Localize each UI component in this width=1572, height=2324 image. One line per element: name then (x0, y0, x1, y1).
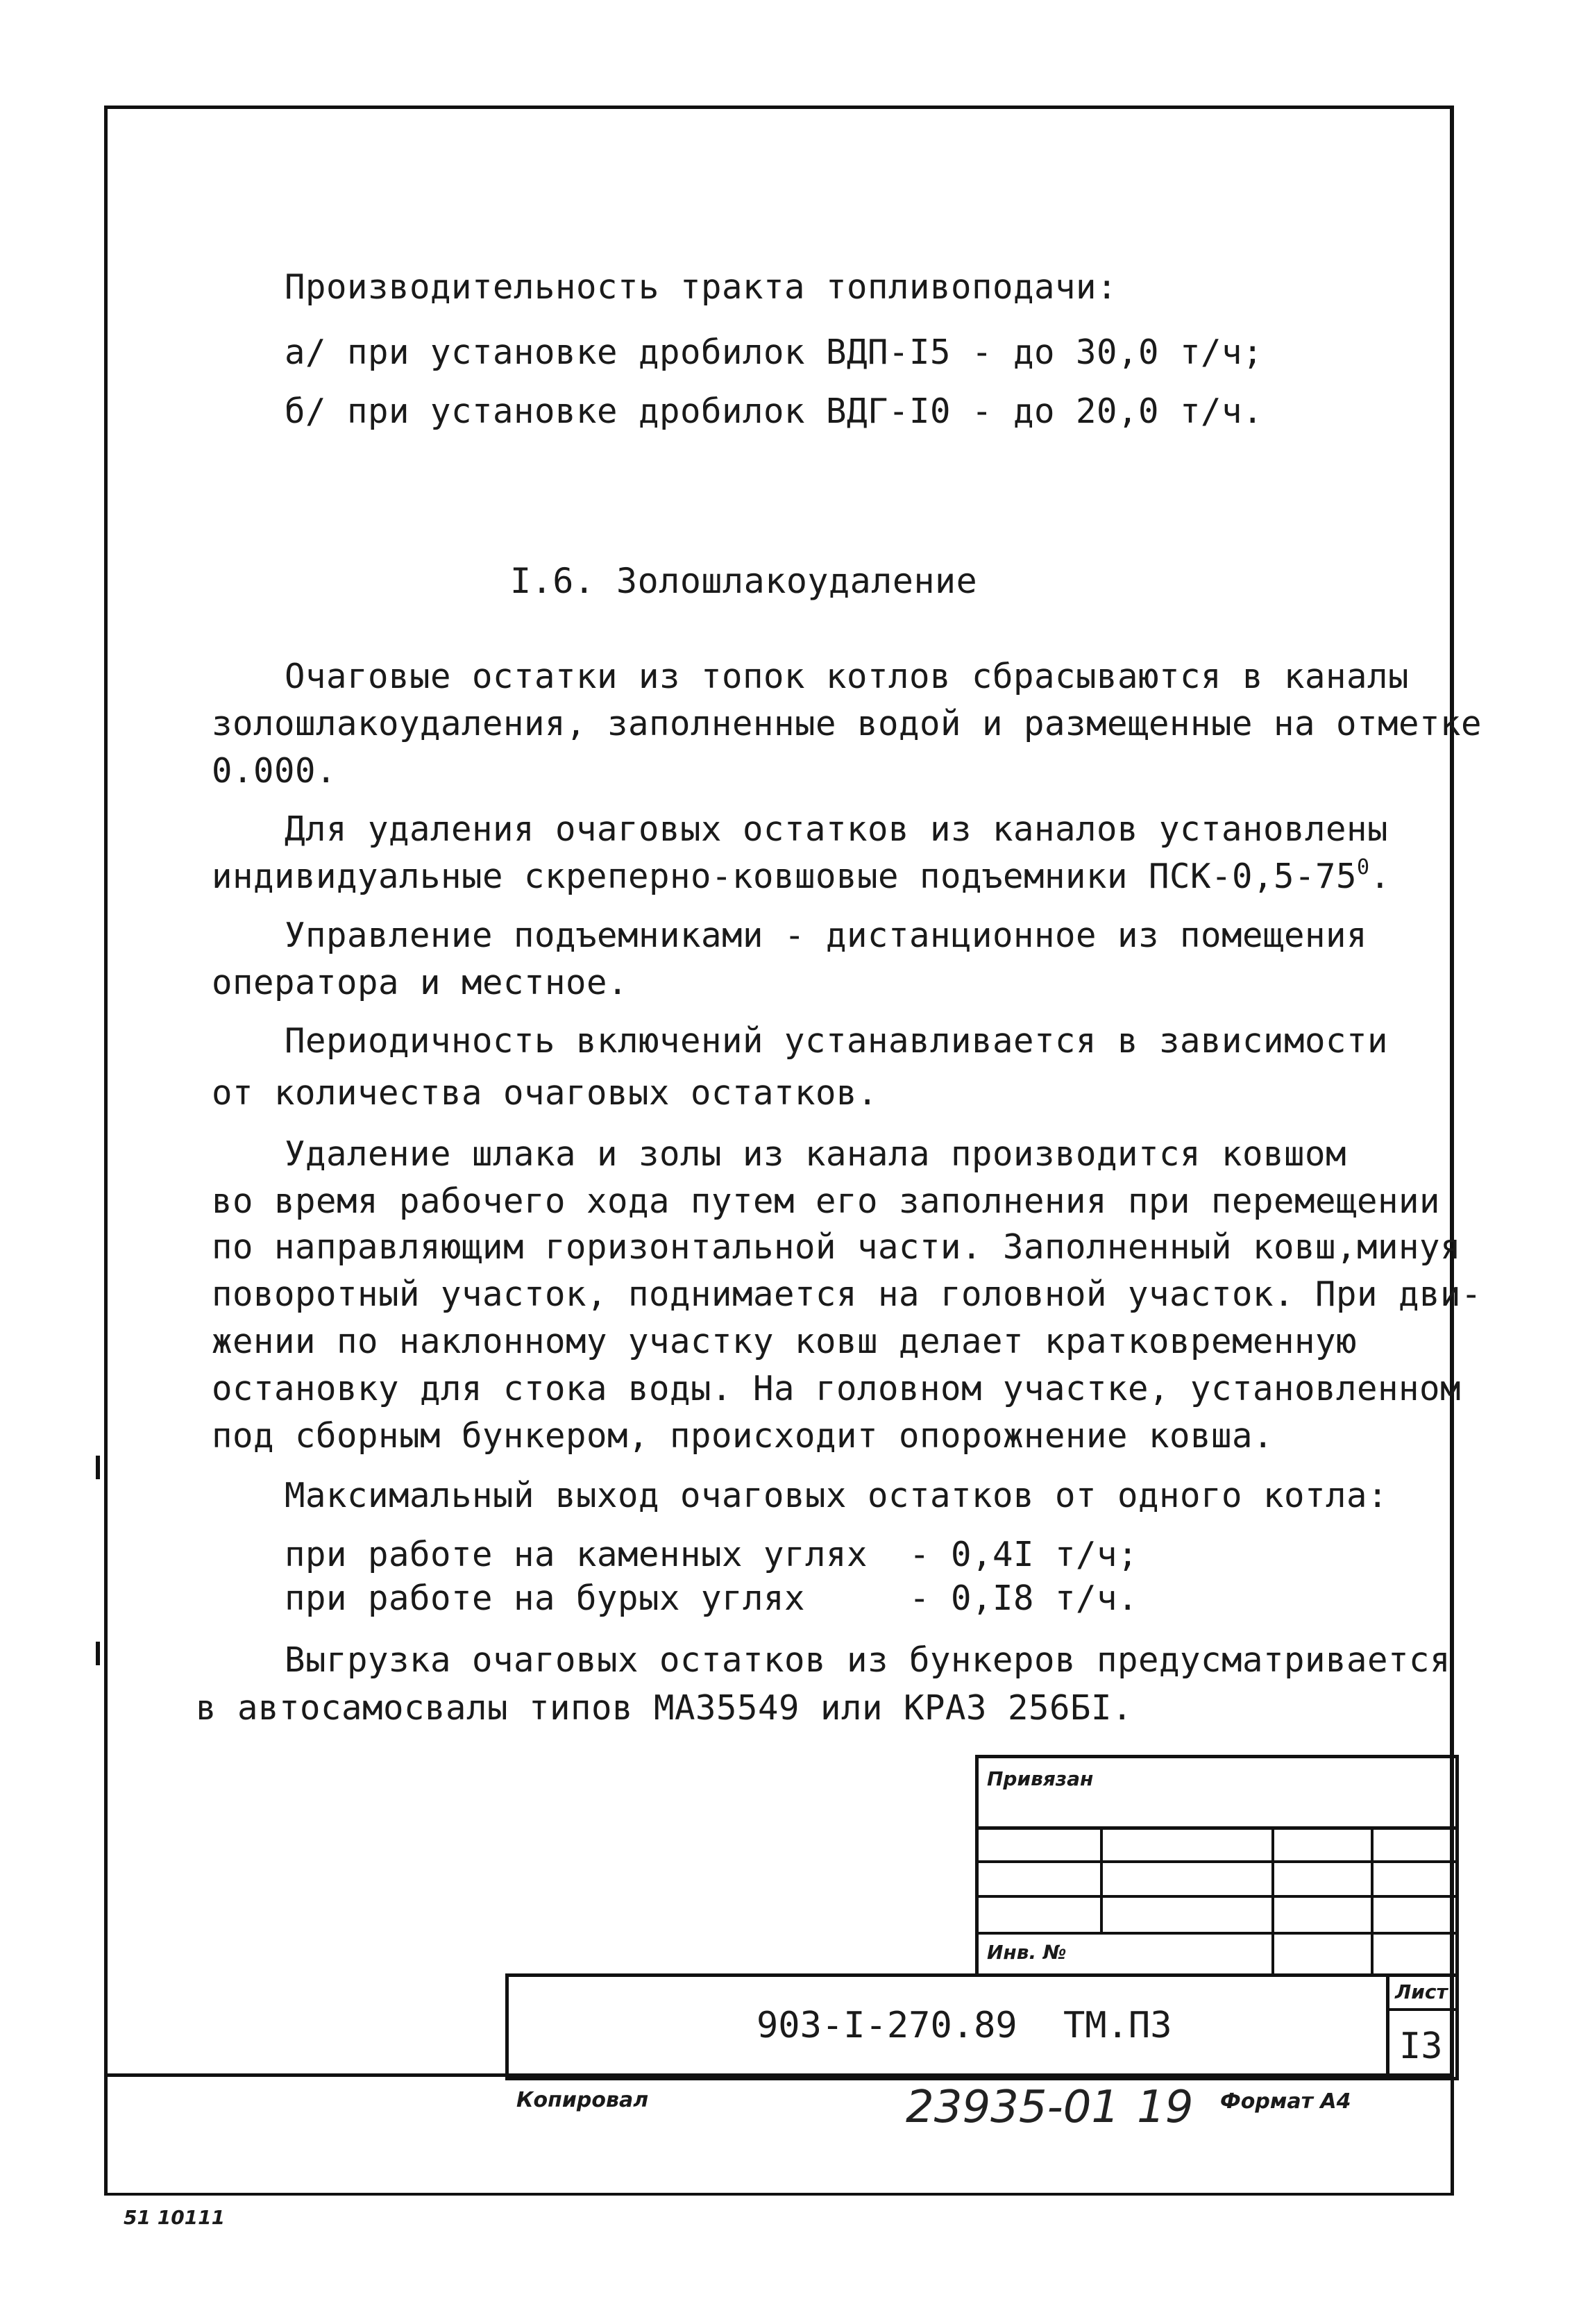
para-4-line-2: от количества очаговых остатков. (212, 1073, 879, 1113)
para-7-line-2: в автосамосвалы типов МА35549 или КРАЗ 256БI. (196, 1688, 1133, 1728)
para-2-line-1: Для удаления очаговых остатков из каналов установлены (285, 809, 1389, 849)
para-5-line-7: под сборным бункером, происходит опорожнение ковша. (212, 1416, 1274, 1456)
sheet-col-divider (1386, 1973, 1389, 2080)
binding-col-divider-1 (1100, 1826, 1103, 1932)
para-2-line-2-text: индивидуальные скреперно-ковшовые подъемники ПСК-0,5-75 (212, 857, 1358, 896)
order-number: 23935-01 (906, 2082, 1120, 2133)
list-label: Лист (1395, 1980, 1448, 2003)
para-6-line-2: при работе на каменных углях - 0,4I т/ч; (285, 1535, 1139, 1574)
page-number-handwritten: 19 (1137, 2082, 1194, 2133)
document-suffix: ТМ.ПЗ (1063, 2005, 1172, 2046)
para-6-line-3: при работе на бурых углях - 0,I8 т/ч. (285, 1578, 1139, 1618)
para-1-line-3: 0.000. (212, 751, 337, 791)
perf-item-b: б/ при установке дробилок ВДГ-I0 - до 20,0 т/ч. (285, 391, 1264, 431)
para-5-line-1: Удаление шлака и золы из канала производится ковшом (285, 1134, 1347, 1174)
kopiroval-label: Копировал (516, 2088, 649, 2112)
perf-item-a: а/ при установке дробилок ВДП-I5 - до 30,0 т/ч; (285, 332, 1264, 372)
binding-row-divider-2 (975, 1860, 1459, 1863)
format-label: Формат А4 (1220, 2089, 1351, 2114)
para-5-line-6: остановку для стока воды. На головном участке, установленном (212, 1369, 1462, 1408)
perf-title: Производительность тракта топливоподачи: (285, 267, 1118, 307)
para-5-line-5: жении по наклонному участку ковш делает кратковременную (212, 1322, 1358, 1361)
para-2-end: . (1369, 857, 1391, 896)
binding-row-divider-4 (975, 1932, 1459, 1935)
para-4-line-1: Периодичность включений устанавливается в зависимости (285, 1021, 1389, 1061)
para-5-line-3: по направляющим горизонтальной части. Заполненный ковш,минуя (212, 1227, 1462, 1267)
binding-col-divider-3 (1371, 1826, 1374, 1977)
para-3-line-2: оператора и местное. (212, 963, 629, 1002)
para-1-line-1: Очаговые остатки из топок котлов сбрасываются в каналы (285, 657, 1410, 696)
document-code: 903-I-270.89 (757, 2005, 1017, 2046)
sheet-number: I3 (1399, 2026, 1443, 2067)
inv-no-label: Инв. № (987, 1941, 1067, 1964)
sheet-row-divider (1386, 2008, 1459, 2011)
privyazan-label: Привязан (987, 1767, 1094, 1790)
para-1-line-2: золошлакоудаления, заполненные водой и размещенные на отметке (212, 704, 1482, 743)
margin-tick-1 (96, 1456, 100, 1479)
binding-row-divider-3 (975, 1895, 1459, 1898)
para-2-line-2 (212, 856, 1391, 902)
para-6-line-1: Максимальный выход очаговых остатков от одного котла: (285, 1476, 1389, 1515)
binding-row-divider-1 (975, 1826, 1459, 1830)
binding-col-divider-2 (1271, 1826, 1274, 1977)
para-5-line-2: во время рабочего хода путем его заполнения при перемещении (212, 1181, 1441, 1221)
para-3-line-1: Управление подъемниками - дистанционное из помещения (285, 916, 1368, 955)
form-code: 51 10111 (124, 2206, 226, 2229)
margin-tick-2 (96, 1642, 100, 1665)
section-heading: I.6. Золошлакоудаление (510, 561, 978, 601)
para-5-line-4: поворотный участок, поднимается на головной участок. При дви- (212, 1274, 1482, 1314)
para-7-line-1: Выгрузка очаговых остатков из бункеров предусматривается (285, 1640, 1451, 1680)
degree-superscript: 0 (1357, 855, 1370, 879)
